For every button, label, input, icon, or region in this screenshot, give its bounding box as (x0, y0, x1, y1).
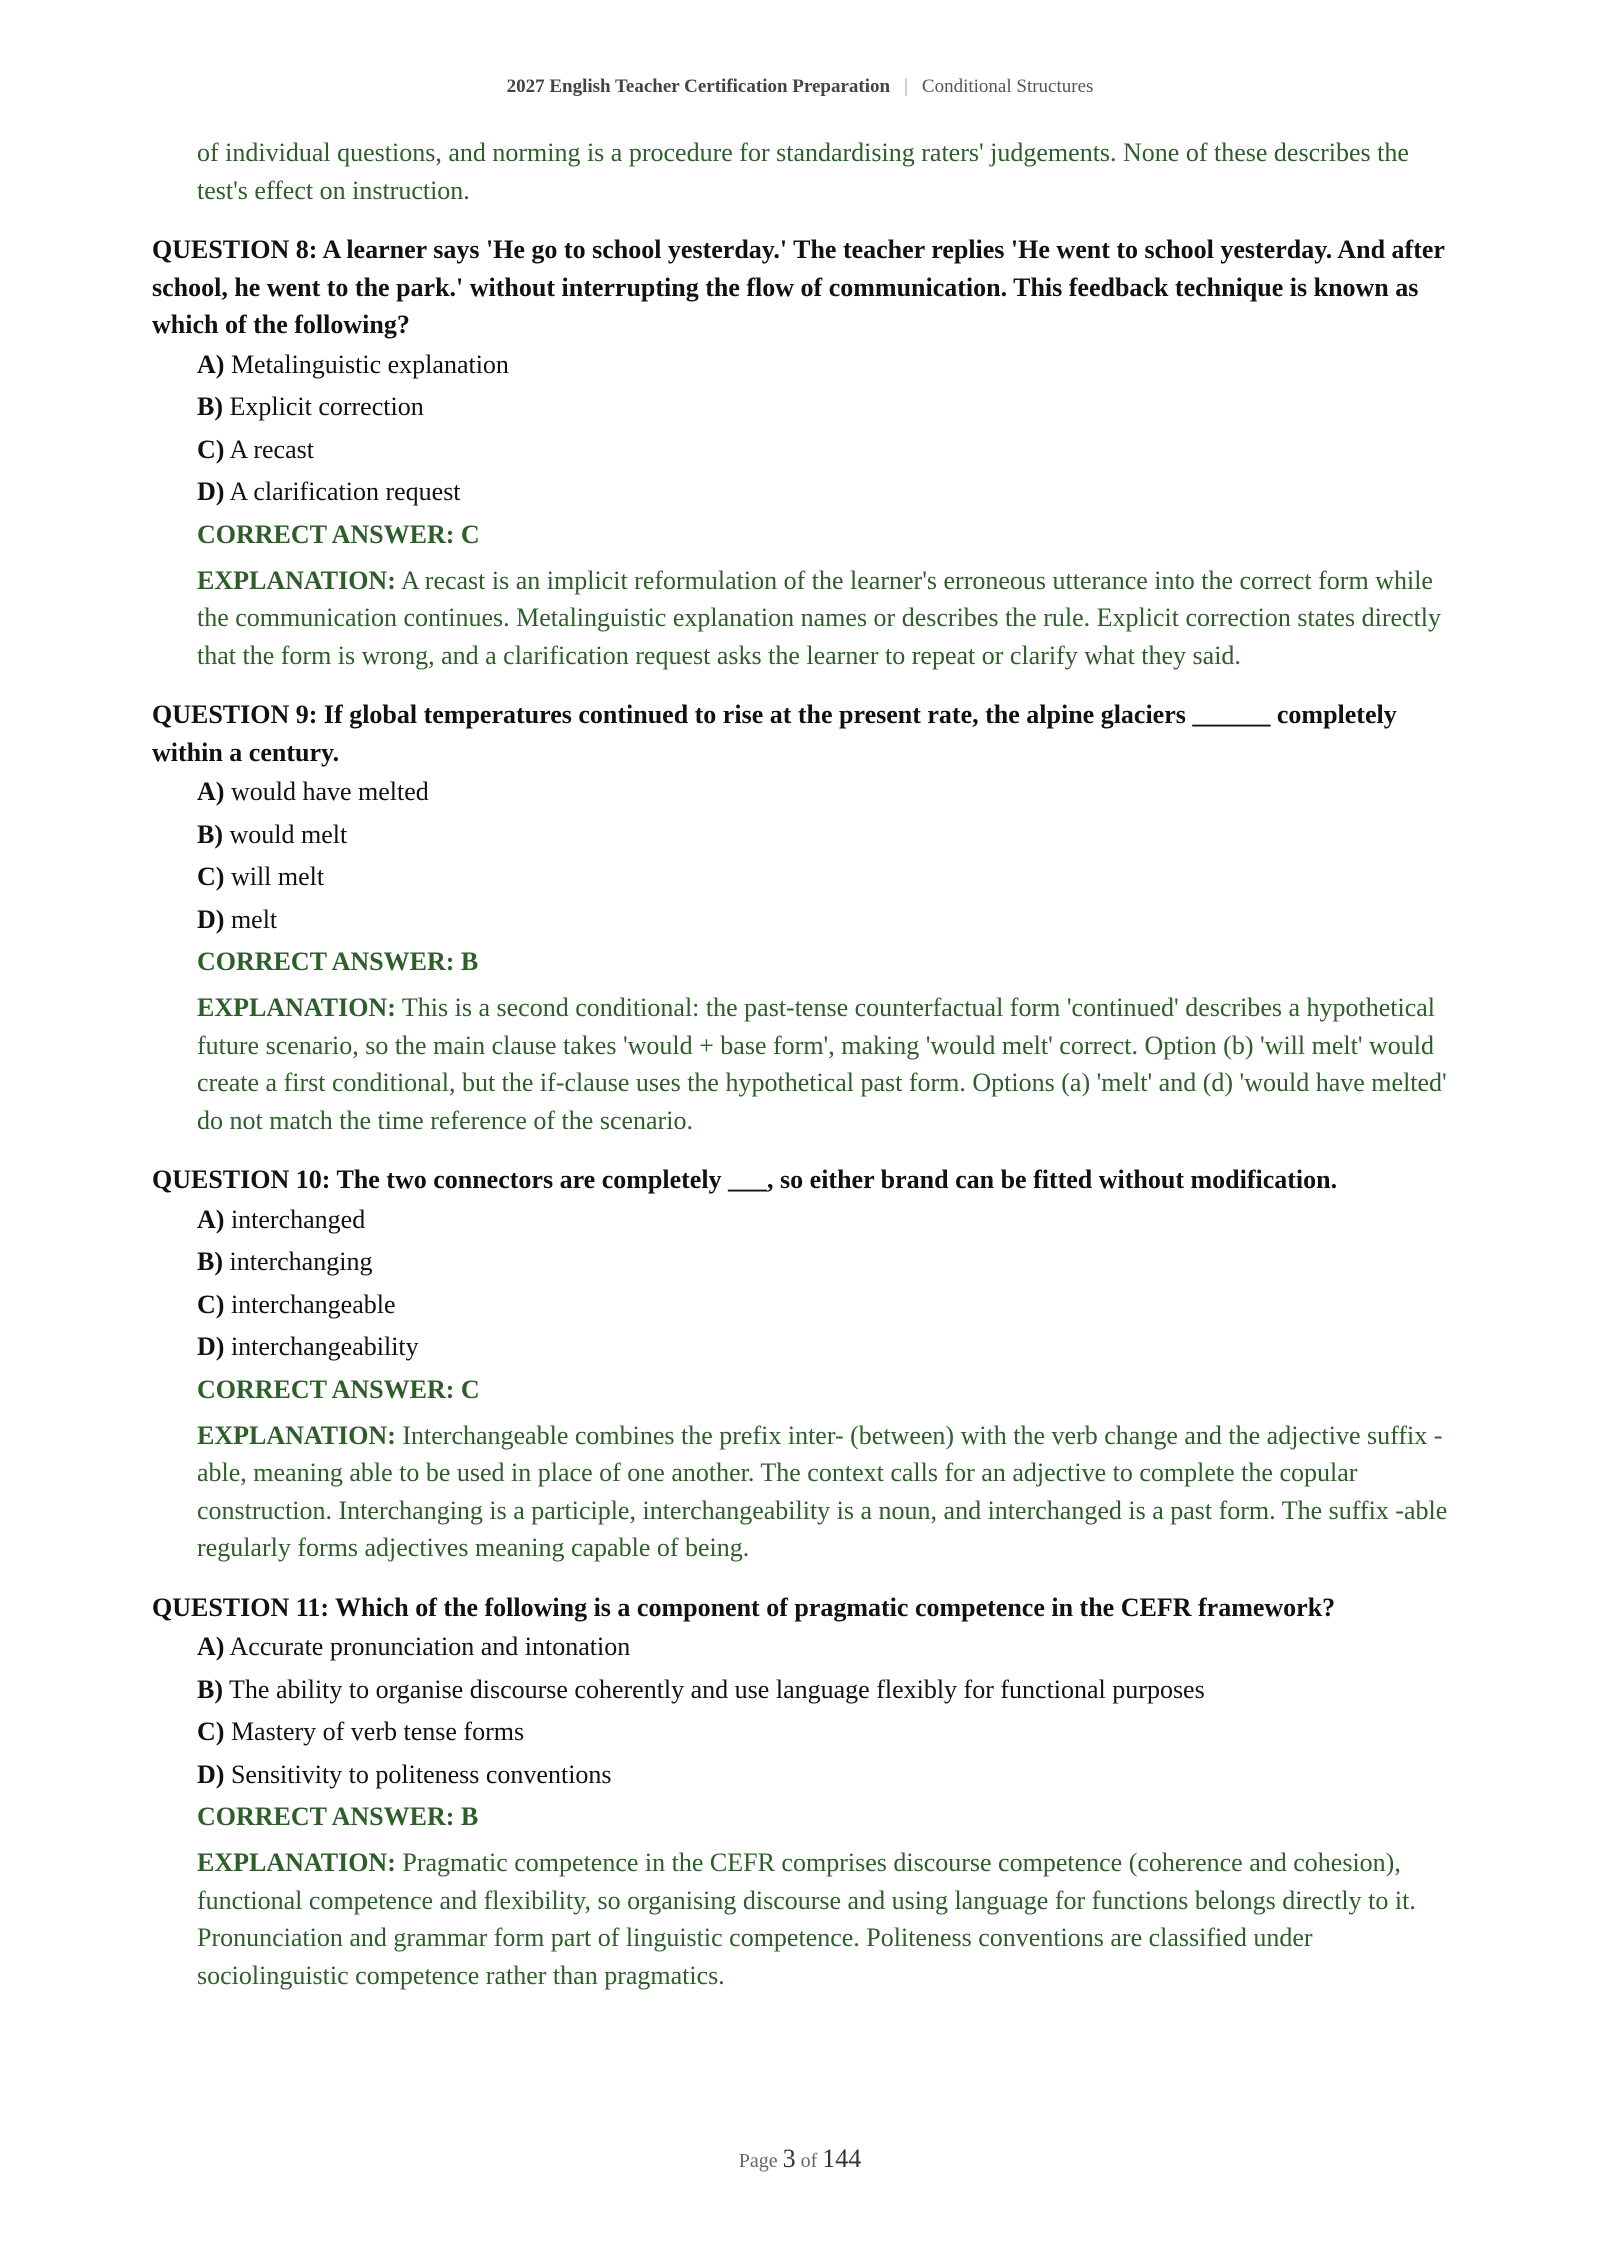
explanation-text: Interchangeable combines the prefix inter- (between) with the verb change and the adjective suffix -able, meaning able to be used in place of one another. The context calls for an adjective to complete the copular construction. Interchanging is a participle, interchangeability is a noun, and interchanged is a past form. The suffix -able regularly forms adjectives meaning capable of being. (197, 1420, 1448, 1562)
correct-answer (197, 1802, 1448, 1832)
option-letter: D) (197, 904, 225, 934)
header-title: 2027 English Teacher Certification Preparation (506, 76, 891, 97)
option-item (197, 777, 1448, 807)
correct-answer-value: B (460, 1802, 479, 1831)
explanation-label: EXPLANATION: (197, 565, 396, 595)
option-letter: A) (197, 1204, 225, 1234)
option-item (197, 350, 1448, 380)
option-item (197, 435, 1448, 465)
option-list (197, 1632, 1448, 1790)
option-item (197, 1332, 1448, 1362)
explanation (197, 562, 1448, 675)
correct-answer-label: CORRECT ANSWER: (197, 1802, 455, 1831)
option-letter: A) (197, 777, 225, 806)
page-number: 3 (782, 2144, 796, 2173)
option-text: Explicit correction (229, 392, 424, 421)
explanation-text: Pragmatic competence in the CEFR comprises discourse competence (coherence and cohesion), functional competence and flexibility, so organising discourse and using language for functions belongs directly to it. Pronunciation and grammar form part of linguistic competence. Politeness conventions are classified under sociolinguistic competence rather than pragmatics. (197, 1848, 1416, 1990)
option-item (197, 1717, 1448, 1747)
option-letter: C) (197, 1717, 225, 1746)
explanation-text: This is a second conditional: the past-tense counterfactual form 'continued' describes a hypothetical future scenario, so the main clause takes 'would + base form', making 'would melt' correct. Option (b) 'will melt' would create a first conditional, but the if-clause uses the hypothetical past form. Options (a) 'melt' and (d) 'would have melted' do not match the time reference of the scenario. (197, 993, 1447, 1135)
option-letter: A) (197, 349, 225, 379)
option-text: A clarification request (229, 477, 461, 506)
question-block (152, 1589, 1448, 1995)
option-text: Mastery of verb tense forms (230, 1717, 525, 1746)
option-letter: D) (197, 1759, 225, 1789)
option-letter: D) (197, 477, 225, 506)
explanation-label: EXPLANATION: (197, 1420, 396, 1450)
correct-answer (197, 520, 1448, 550)
option-letter: A) (197, 1632, 225, 1661)
option-text: would have melted (230, 777, 429, 806)
option-text: interchanging (229, 1247, 373, 1276)
option-list (197, 1205, 1448, 1363)
option-text: melt (230, 904, 278, 934)
option-text: Metalinguistic explanation (230, 349, 509, 379)
option-item (197, 1290, 1448, 1320)
option-item (197, 1205, 1448, 1235)
option-text: interchangeability (230, 1332, 419, 1361)
correct-answer-value: C (460, 519, 480, 549)
option-text: would melt (229, 819, 348, 849)
page-content (152, 134, 1448, 1994)
page-total: 144 (822, 2144, 862, 2173)
explanation-label: EXPLANATION: (197, 1848, 396, 1877)
page-of-label: of (800, 2150, 818, 2172)
option-list (197, 777, 1448, 935)
explanation (197, 1417, 1448, 1567)
option-text: Sensitivity to politeness conventions (230, 1759, 612, 1789)
header-separator: | (904, 76, 908, 97)
question-text: QUESTION 8: A learner says 'He go to school yesterday.' The teacher replies 'He went to school yesterday. And after school, he went to the park.' without interrupting the flow of communication. This feedback technique is known as which of the following? (152, 235, 1445, 339)
explanation (197, 1844, 1448, 1994)
question-block (152, 1161, 1448, 1567)
option-item (197, 392, 1448, 422)
header-section: Conditional Structures (921, 76, 1094, 97)
running-header (0, 76, 1600, 98)
option-item (197, 477, 1448, 507)
correct-answer-label: CORRECT ANSWER: (197, 519, 455, 549)
option-item (197, 1632, 1448, 1662)
correct-answer-value: B (460, 947, 479, 976)
option-letter: D) (197, 1332, 225, 1361)
question-block (152, 696, 1448, 1139)
correct-answer-value: C (460, 1374, 480, 1404)
correct-answer-label: CORRECT ANSWER: (197, 947, 455, 976)
option-letter: B) (197, 392, 223, 421)
option-text: interchanged (230, 1204, 366, 1234)
explanation (197, 989, 1448, 1139)
option-item (197, 862, 1448, 892)
correct-answer (197, 947, 1448, 977)
option-list (197, 350, 1448, 508)
option-text: The ability to organise discourse coherently and use language flexibly for functional purposes (229, 1674, 1205, 1704)
question-block (152, 231, 1448, 674)
correct-answer-label: CORRECT ANSWER: (197, 1374, 455, 1404)
page-footer (0, 2144, 1600, 2174)
option-text: interchangeable (230, 1289, 396, 1319)
continued-explanation: of individual questions, and norming is a procedure for standardising raters' judgements. None of these describes the test's effect on instruction. (197, 138, 1409, 205)
option-text: A recast (229, 434, 314, 464)
option-text: will melt (230, 862, 325, 891)
option-letter: C) (197, 862, 225, 891)
option-item (197, 905, 1448, 935)
question-text: QUESTION 9: If global temperatures continued to rise at the present rate, the alpine glaciers ______ completely within a century. (152, 700, 1397, 767)
option-letter: C) (197, 434, 225, 464)
option-letter: C) (197, 1289, 225, 1319)
option-letter: B) (197, 1674, 223, 1704)
question-text: QUESTION 11: Which of the following is a component of pragmatic competence in the CEFR framework? (152, 1592, 1336, 1622)
option-item (197, 1675, 1448, 1705)
option-letter: B) (197, 819, 223, 849)
explanation-text: A recast is an implicit reformulation of the learner's erroneous utterance into the correct form while the communication continues. Metalinguistic explanation names or describes the rule. Explicit correction states directly that the form is wrong, and a clarification request asks the learner to repeat or clarify what they said. (197, 565, 1442, 670)
option-text: Accurate pronunciation and intonation (229, 1632, 631, 1661)
option-item (197, 820, 1448, 850)
option-letter: B) (197, 1247, 223, 1276)
question-text: QUESTION 10: The two connectors are completely ___, so either brand can be fitted without modification. (152, 1165, 1338, 1194)
explanation-label: EXPLANATION: (197, 993, 396, 1022)
page-label: Page (738, 2150, 778, 2172)
option-item (197, 1247, 1448, 1277)
correct-answer (197, 1375, 1448, 1405)
option-item (197, 1760, 1448, 1790)
